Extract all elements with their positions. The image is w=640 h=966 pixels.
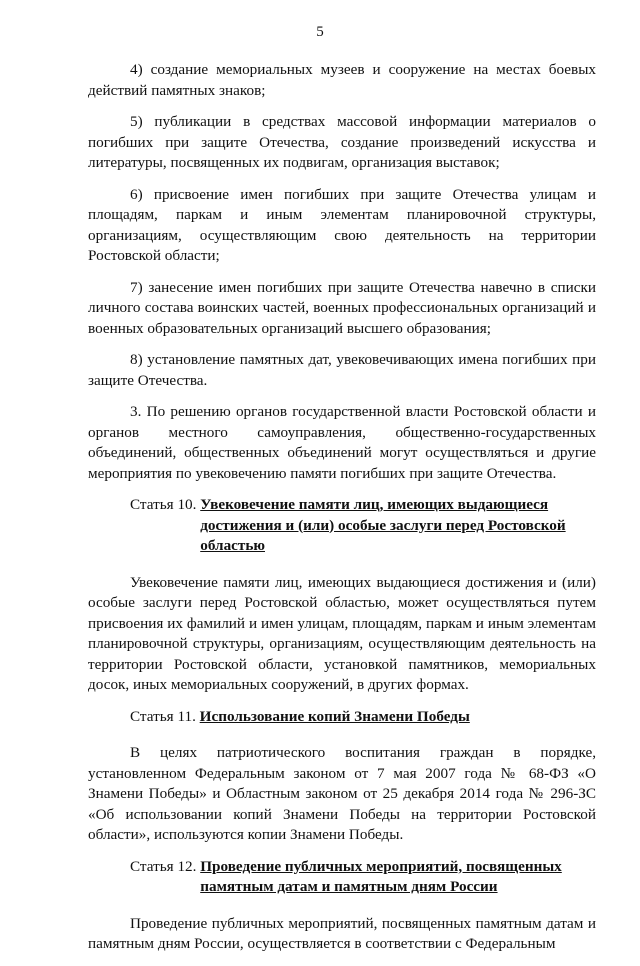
clause-3: 3. По решению органов государственной власти Ростовской области и органов местного самоуправления, общественно-государственных объединений, общественных объединений могут осуществляться и другие мероприятия по увековечению памяти погибших при защите Отечества. bbox=[88, 403, 596, 482]
article-12-title: Проведение публичных мероприятий, посвященных памятным датам и памятным дням России bbox=[200, 857, 562, 895]
list-item-6: 6) присвоение имен погибших при защите Отечества улицам и площадям, паркам и иным элементам планировочной структуры, организациям, осуществляющим свою деятельность на территории Ростовской области; bbox=[88, 185, 596, 264]
document-body bbox=[88, 60, 596, 966]
article-11-title: Использование копий Знамени Победы bbox=[199, 707, 470, 725]
article-10-title: Увековечение памяти лиц, имеющих выдающиеся достижения и (или) особые заслуги перед Ростовской областью bbox=[200, 496, 566, 554]
article-12-text: Проведение публичных мероприятий, посвященных памятным датам и памятным дням России, осуществляется в соответствии с Федеральным bbox=[88, 914, 596, 952]
article-10-number: Статья 10. bbox=[130, 496, 201, 513]
article-12-number: Статья 12. bbox=[130, 857, 201, 875]
list-item-5: 5) публикации в средствах массовой информации материалов о погибших при защите Отечества, создание произведений искусства и литературы, посвященных их подвигам, организация выставок; bbox=[88, 113, 596, 171]
article-11-text: В целях патриотического воспитания граждан в порядке, установленном Федеральным законом от 7 мая 2007 года № 68-ФЗ «О Знамени Победы» и Областным законом от 25 декабря 2014 года № 296-ЗС «Об использовании копий Знамени Победы на территории Ростовской области», используются копии Знамени Победы. bbox=[88, 744, 596, 843]
list-item-7: 7) занесение имен погибших при защите Отечества навечно в списки личного состава воинских частей, военных профессиональных организаций и военных образовательных организаций высшего образования; bbox=[88, 278, 596, 337]
article-11-number: Статья 11. bbox=[130, 707, 200, 725]
article-10-heading bbox=[88, 495, 596, 557]
article-12-heading bbox=[88, 857, 596, 898]
page-number: 5 bbox=[316, 24, 324, 40]
article-10-text: Увековечение памяти лиц, имеющих выдающиеся достижения и (или) особые заслуги перед Ростовской областью, может осуществляться путем присвоения их фамилий и имен улицам, площадям, паркам и иным элементам планировочной структуры, организациям, осуществляющим деятельность на территории Ростовской области, установкой памятников, мемориальных досок, иных мемориальных сооружений, в других формах. bbox=[88, 573, 596, 693]
list-item-4: 4) создание мемориальных музеев и сооружение на местах боевых действий памятных знаков; bbox=[88, 61, 596, 99]
article-11-heading bbox=[88, 707, 596, 728]
list-item-8: 8) установление памятных дат, увековечивающих имена погибших при защите Отечества. bbox=[88, 351, 596, 389]
